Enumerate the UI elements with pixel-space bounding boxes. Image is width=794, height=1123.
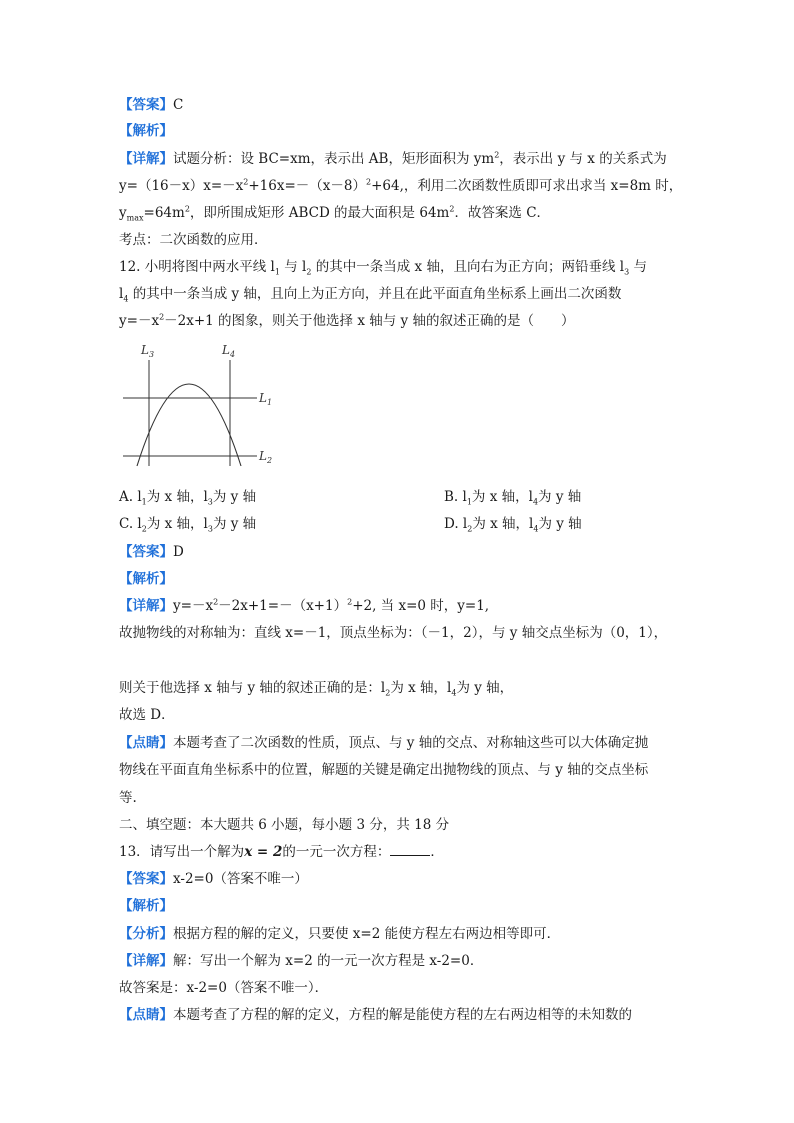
label-text: L: [141, 343, 149, 357]
text: y: [119, 205, 127, 221]
text: ．: [430, 844, 444, 860]
section-title: 二、填空题：本大题共 6 小题，每小题 3 分，共 18 分: [119, 817, 450, 833]
comment-tag: 【点睛】: [119, 735, 173, 751]
detail-tag: 【详解】: [119, 151, 173, 167]
q13-fenxi-line: [119, 925, 560, 943]
sub: 2: [385, 688, 391, 698]
text: 为 x 轴，l: [471, 489, 533, 505]
label-text: L: [259, 449, 267, 463]
answer-tag: 【答案】: [119, 544, 173, 560]
text: 解：写出一个解为 x=2 的一元一次方程是 x-2=0．: [173, 953, 484, 969]
text: 本题考查了方程的解的定义，方程的解是能使方程的左右两边相等的未知数的: [173, 1007, 632, 1023]
text: 为 y 轴: [212, 489, 257, 505]
sub: 1: [466, 497, 472, 507]
text: ．故答案选 C．: [454, 205, 551, 221]
detail-tag: 【详解】: [119, 953, 173, 969]
q12-detail-line-1: [119, 597, 489, 615]
sub: 4: [451, 688, 457, 698]
q12-stem-line-1: [119, 258, 647, 276]
q12-detail-line-4: 故选 D．: [119, 707, 175, 723]
label-text: L: [259, 391, 267, 405]
text: 为 y 轴: [212, 516, 257, 532]
q12-analysis-tag-line: [119, 570, 173, 588]
parabola: [137, 384, 241, 466]
text: 本题考查了二次函数的性质，顶点、与 y 轴的交点、对称轴这些可以大体确定抛: [173, 735, 649, 751]
answer-value: C: [173, 97, 184, 113]
text: 与 l: [279, 259, 307, 275]
sup: 2: [159, 312, 165, 322]
text: 为 y 轴: [538, 516, 582, 532]
option-d[interactable]: [444, 515, 582, 533]
q13-analysis-tag-line: [119, 897, 173, 915]
sub: 1: [141, 497, 147, 507]
option-key: A.: [119, 489, 134, 505]
q12-comment-line-2: 物线在平面直角坐标系中的位置，解题的关键是确定出抛物线的顶点、与 y 轴的交点坐标: [119, 762, 649, 778]
sub: 3: [207, 497, 213, 507]
label-sub: 1: [266, 398, 273, 407]
text: 的其中一条当成 x 轴，且向右为正方向；两铅垂线 l: [311, 259, 625, 275]
text: －2x+1 的图象，则关于他选择 x 轴与 y 轴的叙述正确的是（ ）: [164, 313, 575, 329]
sub: 4: [123, 294, 129, 304]
answer-blank[interactable]: [390, 843, 430, 856]
option-c[interactable]: [119, 515, 256, 533]
q13-final-line: 故答案是：x-2=0（答案不唯一）．: [119, 980, 329, 996]
sup: 2: [184, 204, 190, 214]
label-l2: [258, 449, 272, 465]
text: l: [458, 489, 467, 505]
q11-kaodian: 考点：二次函数的应用．: [119, 232, 268, 248]
text: +64,，利用二次函数性质即可求出求当 x=8m 时，: [371, 178, 683, 194]
q12-comment-line-3: 等.: [119, 790, 137, 806]
text: 为 y 轴，: [456, 680, 514, 696]
sup: 2: [243, 177, 249, 187]
text: y=－x: [119, 313, 160, 329]
q11-detail-line-1: [119, 150, 667, 168]
text: 则关于他选择 x 轴与 y 轴的叙述正确的是：l: [119, 680, 386, 696]
q11-detail-line-3: [119, 204, 550, 222]
q12-detail-line-3: [119, 679, 513, 697]
sup: 2: [366, 177, 372, 187]
sup: 2: [449, 204, 455, 214]
sub: 3: [207, 524, 213, 534]
label-l3: [140, 343, 154, 359]
text: 为 x 轴，l: [390, 680, 452, 696]
option-key: D.: [444, 516, 459, 532]
sup: 2: [213, 597, 219, 607]
text: 12. 小明将图中两水平线 l: [119, 259, 275, 275]
q11-detail-line-2: [119, 177, 682, 195]
text: 试题分析：设 BC=xm，表示出 AB，矩形面积为 ym: [173, 151, 495, 167]
text: l: [133, 516, 142, 532]
math-x-equals-2: x = 2: [244, 844, 283, 860]
answer-tag: 【答案】: [119, 871, 173, 887]
text: l: [133, 489, 142, 505]
sup: 2: [494, 150, 500, 160]
label-sub: 4: [229, 350, 236, 359]
q12-answer-line: [119, 543, 184, 561]
text: 与: [629, 259, 647, 275]
sub: 4: [533, 524, 539, 534]
text: =64m: [143, 205, 185, 221]
text: 为 x 轴，l: [146, 489, 208, 505]
option-b[interactable]: [444, 488, 581, 506]
label-sub: 3: [148, 350, 155, 359]
option-key: C.: [119, 516, 134, 532]
text: ，即所围成矩形 ABCD 的最大面积是 64m: [189, 205, 450, 221]
text: l: [119, 286, 124, 302]
text: 13．请写出一个解为: [119, 844, 245, 860]
sub: 4: [532, 497, 539, 507]
analysis-tag: 【解析】: [119, 898, 173, 914]
q12-comment-line-1: [119, 734, 648, 752]
q11-answer-line: [119, 96, 183, 114]
option-key: B.: [444, 489, 459, 505]
label-sub: 2: [266, 456, 273, 465]
text: y=－x: [173, 598, 214, 614]
sub: max: [126, 213, 144, 223]
text: +2, 当 x=0 时，y=1,: [352, 598, 490, 614]
sup: 2: [347, 597, 353, 607]
text: 的一元一次方程：: [282, 844, 391, 860]
text: 的其中一条当成 y 轴，且向上为正方向，并且在此平面直角坐标系上画出二次函数: [128, 286, 622, 302]
label-text: L: [222, 343, 230, 357]
text: 根据方程的解的定义，只要使 x=2 能使方程左右两边相等即可．: [173, 926, 561, 942]
text: －2x+1=－（x+1）: [218, 598, 348, 614]
answer-tag: 【答案】: [119, 97, 173, 113]
answer-value: x-2=0（答案不唯一）: [173, 871, 308, 887]
sub: 2: [467, 524, 473, 534]
q13-comment-line: [119, 1006, 632, 1024]
q12-figure: [119, 340, 287, 468]
q12-stem-line-2: [119, 285, 621, 303]
sub: 2: [306, 267, 312, 277]
q11-analysis-tag-line: [119, 122, 173, 140]
answer-value: D: [173, 544, 184, 560]
q13-stem: [119, 843, 444, 861]
text: 为 x 轴，l: [472, 516, 534, 532]
fenxi-tag: 【分析】: [119, 926, 173, 942]
text: y=（16－x）x=－x: [119, 178, 244, 194]
analysis-tag: 【解析】: [119, 123, 173, 139]
label-l1: [258, 391, 272, 407]
detail-tag: 【详解】: [119, 598, 173, 614]
q13-answer-line: [119, 870, 308, 888]
analysis-tag: 【解析】: [119, 571, 173, 587]
q12-detail-line-2: 故抛物线的对称轴为：直线 x=－1，顶点坐标为：（－1，2），与 y 轴交点坐标为（0，1），: [119, 625, 668, 641]
label-l4: [221, 343, 235, 359]
text: 为 y 轴: [538, 489, 582, 505]
text: 为 x 轴，l: [146, 516, 208, 532]
text: ，表示出 y 与 x 的关系式为: [499, 151, 667, 167]
q13-detail-line: [119, 952, 483, 970]
sub: 2: [141, 524, 147, 534]
comment-tag: 【点睛】: [119, 1007, 173, 1023]
text: +16x=－（x－8）: [248, 178, 366, 194]
sub: 3: [624, 267, 630, 277]
q12-stem-line-3: [119, 312, 574, 330]
sub: 1: [274, 267, 280, 277]
text: l: [458, 516, 468, 532]
option-a[interactable]: [119, 488, 256, 506]
